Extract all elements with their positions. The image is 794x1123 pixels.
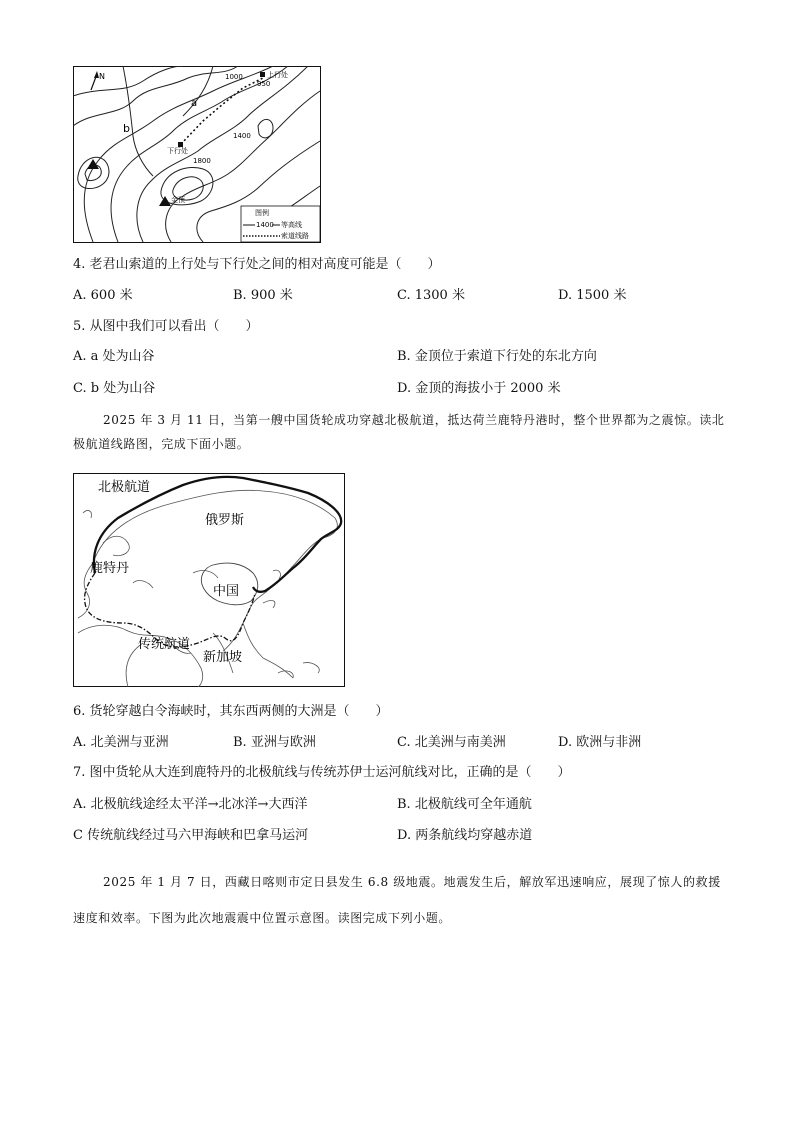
question-7-stem: 7. 图中货轮从大连到鹿特丹的北极航线与传统苏伊士运河航线对比，正确的是（ ） bbox=[73, 765, 571, 780]
question-6-option-b[interactable]: B. 亚洲与欧洲 bbox=[233, 735, 316, 750]
question-6-stem: 6. 货轮穿越白令海峡时，其东西两侧的大洲是（ ） bbox=[73, 704, 389, 719]
russia-label: 俄罗斯 bbox=[205, 513, 245, 528]
north-label: N bbox=[99, 72, 105, 81]
map1-legend bbox=[241, 206, 320, 242]
contour-1000-label: 1000 bbox=[225, 73, 243, 81]
question-6-option-d[interactable]: D. 欧洲与非洲 bbox=[558, 735, 642, 750]
question-4-option-b[interactable]: B. 900 米 bbox=[233, 288, 293, 303]
lower-station-label: 下行处 bbox=[167, 147, 188, 155]
question-5-option-d[interactable]: D. 金顶的海拔小于 2000 米 bbox=[397, 381, 561, 396]
question-6-option-c[interactable]: C. 北美洲与南美洲 bbox=[397, 735, 506, 750]
legend-contour-label: 等高线 bbox=[281, 221, 302, 229]
passage-earthquake: 2025 年 1 月 7 日，西藏日喀则市定日县发生 6.8 级地震。地震发生后，解放军迅速响应，展现了惊人的救援速度和效率。下图为此次地震震中位置示意图。读图完成下列小题。 bbox=[73, 875, 721, 925]
question-7-option-d[interactable]: D. 两条航线均穿越赤道 bbox=[397, 828, 533, 843]
question-4-option-c[interactable]: C. 1300 米 bbox=[397, 288, 465, 303]
legend-contour-value: 1400 bbox=[256, 221, 274, 229]
rotterdam-label: 鹿特丹 bbox=[90, 561, 130, 576]
question-5-option-c[interactable]: C. b 处为山谷 bbox=[73, 381, 156, 396]
contour-map bbox=[73, 66, 321, 243]
question-5-option-a[interactable]: A. a 处为山谷 bbox=[73, 349, 155, 364]
question-7-option-a[interactable]: A. 北极航线途经太平洋→北冰洋→大西洋 bbox=[73, 797, 308, 812]
question-5-option-b[interactable]: B. 金顶位于索道下行处的东北方向 bbox=[397, 349, 597, 364]
question-6-option-a[interactable]: A. 北美洲与亚洲 bbox=[73, 735, 169, 750]
china-label: 中国 bbox=[213, 584, 240, 599]
question-4-option-d[interactable]: D. 1500 米 bbox=[558, 288, 627, 303]
legend-title: 图例 bbox=[255, 209, 269, 217]
question-4-option-a[interactable]: A. 600 米 bbox=[73, 288, 133, 303]
upper-station-label: 上行处 bbox=[267, 71, 288, 79]
question-7-option-b[interactable]: B. 北极航线可全年通航 bbox=[397, 797, 532, 812]
question-5-stem: 5. 从图中我们可以看出（ ） bbox=[73, 319, 259, 334]
question-4-stem: 4. 老君山索道的上行处与下行处之间的相对高度可能是（ ） bbox=[73, 257, 441, 272]
legend-ropeway-label: 索道线路 bbox=[281, 232, 309, 240]
contour-1800-label: 1800 bbox=[193, 157, 211, 165]
summit-label: 金顶 bbox=[171, 196, 185, 204]
point-a-label: a bbox=[191, 98, 198, 109]
arctic-route-map bbox=[73, 473, 345, 687]
point-b-label: b bbox=[123, 122, 130, 135]
arctic-route-label: 北极航道 bbox=[98, 480, 151, 495]
question-7-option-c[interactable]: C 传统航线经过马六甲海峡和巴拿马运河 bbox=[73, 828, 309, 843]
upper-station-elevation: 950 bbox=[257, 80, 271, 88]
singapore-label: 新加坡 bbox=[203, 650, 243, 665]
passage-arctic-route: 2025 年 3 月 11 日，当第一艘中国货轮成功穿越北极航道，抵达荷兰鹿特丹港时，整个世界都为之震惊。读北极航道线路图，完成下面小题。 bbox=[73, 413, 725, 451]
upper-station-icon bbox=[260, 72, 265, 77]
contour-1400-label: 1400 bbox=[233, 132, 251, 140]
traditional-route-label: 传统航道 bbox=[138, 637, 191, 652]
